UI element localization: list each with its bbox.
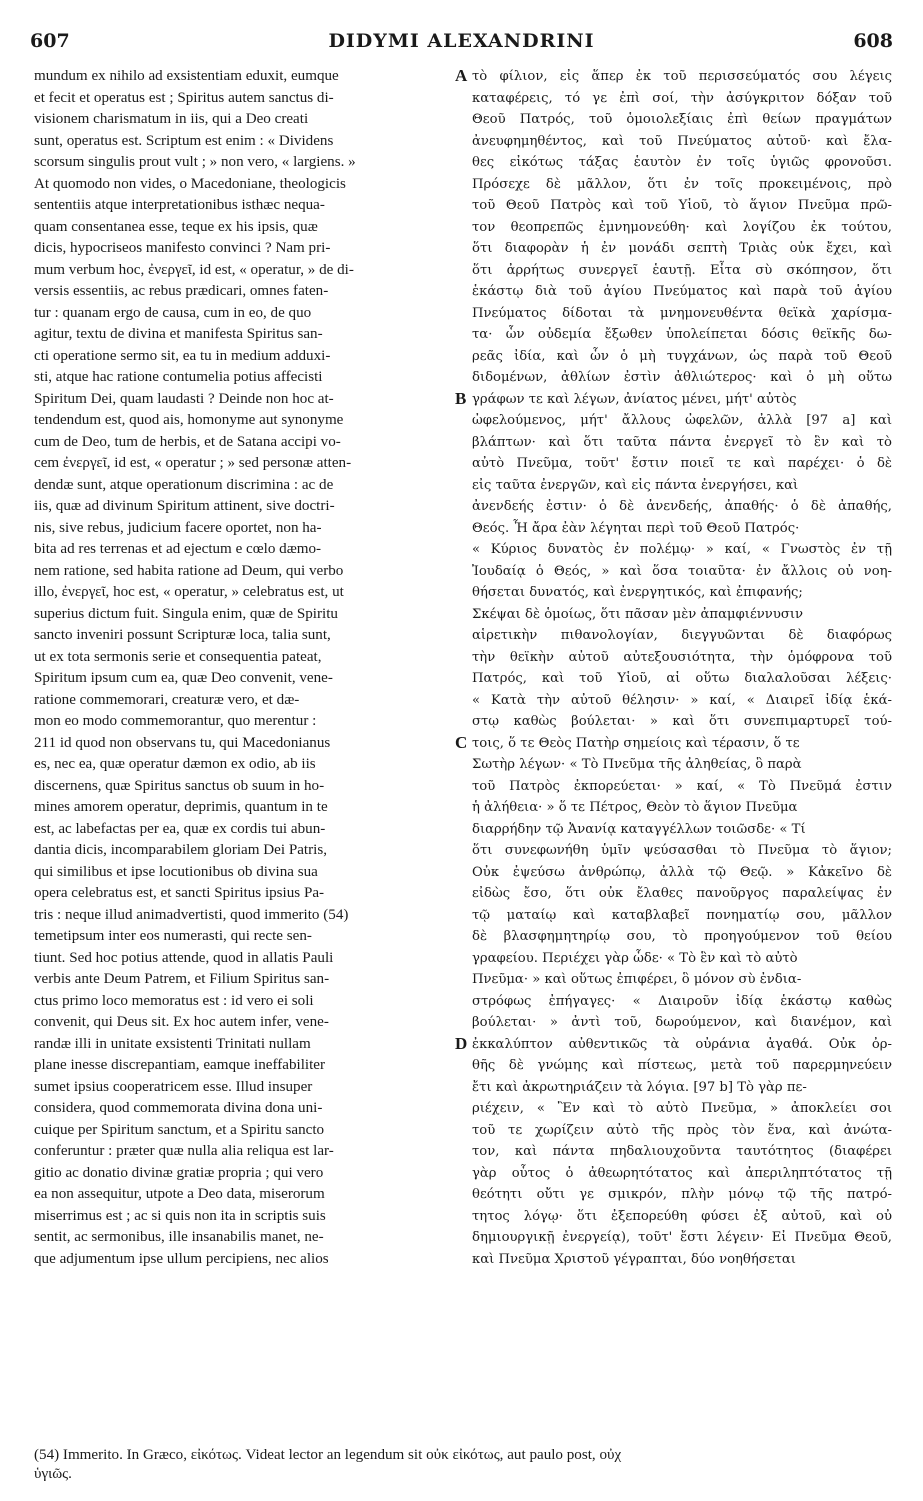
latin-text-line: Spiritum Dei, quam laudasti ? Deinde non hoc at- bbox=[34, 390, 334, 407]
greek-text-line: τῷ ματαίῳ καὶ καταβλαβεῖ πονηματίῳ σου, μᾶλλον bbox=[472, 907, 892, 923]
latin-text-line: discernens, quæ Spiritus sanctus ob suum in ho- bbox=[34, 777, 325, 794]
latin-text-line: bita ad res terrenas et ad ejectum e cœlo dæmo- bbox=[34, 541, 322, 557]
page-number-right: 608 bbox=[853, 30, 893, 52]
greek-text-line: Θεοῦ Πατρός, τοῦ ὁμοιολεξίαις ἐπὶ θείων πραγμάτων bbox=[472, 112, 892, 127]
greek-text-line: βούλεται· » ἀντὶ τοῦ, δωρούμενον, καὶ διανέμον, καὶ bbox=[472, 1015, 892, 1030]
latin-text-line: quam consentanea esse, teque ex his ipsis, quæ bbox=[34, 218, 318, 235]
latin-text-line: tendendum est, quod ais, homonyme aut synonyme bbox=[34, 412, 344, 428]
greek-text-line: τητος λόγῳ· ὅτι ἐξεπορεύθη φύσει ἐξ αὐτοῦ, καὶ οὐ bbox=[472, 1208, 892, 1224]
latin-text-line: nem ratione, sed habita ratione ad Deum, qui verbo bbox=[34, 562, 344, 579]
latin-text-line: scorsum singulis prout vult ; » non vero, « largiens. » bbox=[34, 154, 356, 170]
latin-text-line: et fecit et operatus est ; Spiritus autem sanctus di- bbox=[34, 89, 334, 106]
greek-text-line: Πνεύματος δίδοται τὰ μνημονευθέντα θεϊκὰ χαρίσμα- bbox=[472, 305, 892, 321]
latin-text-line: sti, atque hac ratione contumelia potius affecisti bbox=[34, 369, 323, 385]
latin-text-line: superius dictum fuit. Singula enim, quæ de Spiritu bbox=[34, 605, 338, 622]
greek-text-line: Πρόσεχε δὲ μᾶλλον, ὅτι ἐν τοῖς προκειμένοις, πρὸ bbox=[472, 176, 892, 192]
latin-text-line: temetipsum inter eos numerasti, qui recte sen- bbox=[34, 928, 312, 944]
greek-text-line: γὰρ οὗτος ὁ ἀθεωρητότατος καὶ ἀπεριληπτότατος τῇ bbox=[472, 1165, 892, 1181]
greek-text-line: ὅτι συνεφωνήθη ὑμῖν ψεύσασθαι τὸ Πνεῦμα τὸ ἅγιον; bbox=[472, 843, 892, 858]
greek-text-line: ὅτι διαφορὰν ἡ ἐν μονάδι σεπτὴ Τριὰς οὐκ ἔχει, καὶ bbox=[472, 241, 892, 256]
latin-text-line: Spiritum ipsum cum ea, quæ Deo convenit, vene- bbox=[34, 670, 333, 686]
latin-text-line: verbis ante Deum Patrem, et Filium Spiritus san- bbox=[34, 971, 330, 987]
latin-text-line: qui similibus et ipse locutionibus ob divina sua bbox=[34, 863, 318, 880]
greek-text-line: διαρρήδην τῷ Ἀνανίᾳ καταγγέλλων τοιῶσδε· « Τί bbox=[472, 821, 806, 837]
running-header bbox=[30, 30, 893, 56]
margin-marker-d: D bbox=[455, 1034, 468, 1053]
greek-text-line: τὴν θεϊκὴν αὐτοῦ αὐτεξουσιότητα, τὴν ὁμόφρονα τοῦ bbox=[472, 649, 892, 665]
greek-text-line: « Κατὰ τὴν αὐτοῦ θέλησιν· » καί, « Διαιρεῖ ἰδίᾳ ἑκά- bbox=[472, 692, 892, 708]
latin-text-line: tiunt. Sed hoc potius attende, quod in allatis Pauli bbox=[34, 949, 334, 966]
greek-text-line: τον, καὶ πάντα πηδαλιουχοῦντα ταυτότητος (διαφέρει bbox=[472, 1144, 892, 1159]
greek-text-line: καὶ Πνεῦμα Χριστοῦ γέγραπται, δύο νοηθήσεται bbox=[472, 1251, 796, 1267]
latin-text-line: opera celebratus est, et sancti Spiritus ipsius Pa- bbox=[34, 885, 325, 901]
latin-text-line: cem ἐνεργεῖ, id est, « operatur ; » sed personæ atten- bbox=[34, 455, 352, 471]
greek-text-line: εἰς ταῦτα ἐνεργῶν, καὶ εἰς πάντα ἐνεργήσει, καὶ bbox=[472, 477, 799, 493]
greek-text-line: τοις, ὅ τε Θεὸς Πατὴρ σημείοις καὶ τέρασιν, ὅ τε bbox=[472, 735, 800, 751]
footnote bbox=[34, 1446, 892, 1484]
greek-text-line: Πατρός, καὶ τοῦ Υἱοῦ, αἱ οὕτω διαλαλοῦσαι λέξεις· bbox=[472, 671, 892, 686]
greek-text-line: θῆς δὲ γνώμης καὶ πίστεως, μετὰ τοῦ παρερμηνεύειν bbox=[472, 1058, 892, 1073]
latin-text-line: mon eo modo commemorantur, quo merentur : bbox=[34, 713, 317, 729]
greek-text-line: βλάπτων· καὶ ὅτι ταῦτα πάντα ἐνεργεῖ τὸ ἓν καὶ τὸ bbox=[472, 434, 892, 450]
greek-text-line: Σκέψαι δὲ ὁμοίως, ὅτι πᾶσαν μὲν ἀπαμφιέννυσιν bbox=[472, 606, 804, 622]
latin-text-line: nis, sive rebus, judicium facere oportet, non ha- bbox=[34, 519, 322, 536]
greek-text-line: διδομένων, ἀθλίων ἐστὶν ἀθλιώτερος· καὶ ὁ μὴ οὕτω bbox=[472, 370, 892, 385]
greek-text-line: στῳ καθὼς βούλεται· » καὶ ὅτι συνεπιμαρτυρεῖ τού- bbox=[472, 714, 892, 729]
greek-text-line: τοῦ Θεοῦ Πατρὸς καὶ τοῦ Υἱοῦ, τὸ ἅγιον Πνεῦμα πρῶ- bbox=[472, 198, 892, 213]
footnote-line: ὑγιῶς. bbox=[34, 1466, 72, 1482]
latin-text-line: 211 id quod non observans tu, qui Macedonianus bbox=[34, 734, 331, 751]
greek-text-line: ριέχειν, « Ἓν καὶ τὸ αὐτὸ Πνεῦμα, » ἀποκλείει σοι bbox=[472, 1101, 892, 1116]
latin-text-line: illo, ἐνεργεῖ, hoc est, « operatur, » celebratus est, ut bbox=[34, 584, 344, 600]
latin-text-line: ea non assequitur, utpote a Deo data, miserorum bbox=[34, 1186, 325, 1202]
latin-text-line: randæ illi in unitate exsistenti Trinitati nullam bbox=[34, 1035, 311, 1052]
greek-text-line: Θεός. Ἦ ἄρα ἐὰν λέγηται περὶ τοῦ Θεοῦ Πατρός· bbox=[472, 520, 800, 536]
latin-text-line: sancto inveniri possunt Scripturæ loca, talia sunt, bbox=[34, 627, 331, 643]
latin-text-line: iis, quæ ad divinum Spiritum attinent, sive doctri- bbox=[34, 498, 335, 514]
greek-text-line: αὐτὸ Πνεῦμα, τοῦτ' ἔστιν ποιεῖ τε καὶ παρέχει· ὁ δὲ bbox=[472, 456, 892, 471]
greek-text-line: Οὐκ ἐψεύσω ἀνθρώπῳ, ἀλλὰ τῷ Θεῷ. » Κἀκεῖνο δὲ bbox=[472, 864, 892, 880]
greek-text-line: ἀνενδεής ἐστιν· ὁ δὲ ἀνενδεής, ἀπαθής· ὁ δὲ ἀπαθής, bbox=[472, 499, 892, 514]
greek-text-line: ὅτι ἀρρήτως συνεργεῖ ἑαυτῇ. Εἶτα σὺ σκόπησον, ὅτι bbox=[472, 262, 892, 278]
latin-text-line: mum verbum hoc, ἐνεργεῖ, id est, « operatur, » de di- bbox=[34, 261, 354, 278]
latin-text-line: miserrimus est ; ac si quis non ita in scriptis suis bbox=[34, 1207, 326, 1224]
greek-text-line: Πνεῦμα· » καὶ οὕτως ἐπιφέρει, ὃ μόνον σὺ ἐνδια- bbox=[472, 972, 802, 987]
latin-text-line: cum de Deo, tum de herbis, et de Satana accipi vo- bbox=[34, 433, 341, 450]
greek-text-line: τὸ φίλιον, εἰς ἅπερ ἐκ τοῦ περισσεύματός σου λέγεις bbox=[472, 69, 892, 84]
greek-text-line: « Κύριος δυνατὸς ἐν πολέμῳ· » καί, « Γνωστὸς ἐν τῇ bbox=[472, 542, 892, 557]
latin-text-line: versis essentiis, ac rebus prædicari, omnes faten- bbox=[34, 283, 329, 299]
greek-text-line: ἑκάστῳ διὰ τοῦ ἁγίου Πνεύματος καὶ παρὰ τοῦ ἁγίου bbox=[472, 284, 892, 299]
greek-text-line: θες εἰκότως τάξας ἑαυτὸν ἐν τοῖς ὑγιῶς φρονοῦσι. bbox=[472, 155, 892, 170]
greek-text-line: δημιουργικῇ ἐνεργείᾳ), τοῦτ' ἔστι λέγειν· Εἰ Πνεῦμα Θεοῦ, bbox=[472, 1230, 892, 1245]
latin-text-line: cti operatione sermo sit, ea tu in medium adduxi- bbox=[34, 347, 331, 364]
latin-text-line: tur : quanam ergo de causa, cum in eo, de quo bbox=[34, 304, 312, 321]
latin-text-line: sententiis atque interpretationibus isthæc nequa- bbox=[34, 197, 325, 213]
footnote-line: (54) Immerito. In Græco, εἰκότως. Videat lector an legendum sit οὐκ εἰκότως, aut paulo post, οὐχ bbox=[34, 1447, 622, 1463]
latin-text-line: gitio ac donatio divinæ gratiæ propria ; qui vero bbox=[34, 1164, 324, 1181]
page-number-left: 607 bbox=[30, 30, 70, 52]
latin-column bbox=[34, 66, 456, 1270]
greek-text-line: στρόφως ἐπήγαγες· « Διαιροῦν ἰδίᾳ ἑκάστῳ καθὼς bbox=[472, 993, 892, 1009]
latin-text-line: dendæ sunt, atque operationum discrimina : ac de bbox=[34, 476, 334, 493]
latin-text-line: mines amorem operatur, deprimis, quantum in te bbox=[34, 799, 328, 815]
greek-text-line: ρεᾶς ἰδία, καὶ ὧν ὁ μὴ τυγχάνων, ὡς παρὰ τοῦ Θεοῦ bbox=[472, 348, 892, 364]
greek-text-line: εἰδὼς ἔσο, ὅτι οὐκ ἔλαθες πανοῦργος παραλείψας ἐν bbox=[472, 886, 892, 901]
greek-text-line: τοῦ Πατρὸς ἐκπορεύεται· » καί, « Τὸ Πνεῦμά ἐστιν bbox=[472, 778, 892, 794]
latin-text-line: sunt, operatus est. Scriptum est enim : « Dividens bbox=[34, 132, 334, 149]
greek-text-line: γραφείου. Περιέχει γὰρ ὧδε· « Τὸ ἓν καὶ τὸ αὐτὸ bbox=[472, 950, 798, 966]
greek-text-line: ἀνευφημηθέντος, καὶ τοῦ Πνεύματος αὐτοῦ· καὶ ἔλα- bbox=[472, 133, 892, 149]
greek-text-line: ἔτι καὶ ἀκρωτηριάζειν τὰ λόγια. [97 b] Τὸ γὰρ πε- bbox=[472, 1079, 807, 1095]
latin-text-line: ut ex tota sermonis serie et consequentia pateat, bbox=[34, 648, 322, 665]
greek-text-line: ὠφελούμενος, μήτ' ἄλλους ὠφελῶν, ἀλλὰ [97 a] καὶ bbox=[472, 413, 892, 428]
latin-text-line: considera, quod commemorata divina dona uni- bbox=[34, 1100, 323, 1116]
latin-text-line: plane inesse discrepantiam, eamque ineffabiliter bbox=[34, 1057, 325, 1073]
latin-text-line: sumet ipsius cooperatricem esse. Illud insuper bbox=[34, 1078, 313, 1095]
latin-text-line: es, nec ea, quæ operatur dæmon ex odio, ab iis bbox=[34, 756, 316, 772]
greek-text-line: γράφων τε καὶ λέγων, ἀνίατος μένει, μήτ' αὐτὸς bbox=[472, 391, 797, 407]
margin-marker-b: B bbox=[455, 389, 467, 408]
greek-text-line: τοῦ τε χωρίζειν αὐτὸ τῆς πρὸς τὸν ἕνα, καὶ ἀνώτα- bbox=[472, 1122, 892, 1138]
greek-text-line: καταφέρεις, τό γε ἐπὶ σοί, τὴν ἀσύγκριτον δόξαν τοῦ bbox=[472, 90, 892, 106]
latin-text-line: dicis, hypocriseos manifesto convinci ? Nam pri- bbox=[34, 240, 331, 256]
greek-text-line: Ἰουδαίᾳ ὁ Θεός, » καὶ ὅσα τοιαῦτα· ἐν ἄλλοις οὐ νοη- bbox=[472, 563, 892, 579]
latin-text-line: que adjumentum ipse ullum percipiens, nec alios bbox=[34, 1250, 329, 1267]
greek-text-line: Σωτὴρ λέγων· « Τὸ Πνεῦμα τῆς ἀληθείας, ὃ παρὰ bbox=[472, 757, 802, 772]
latin-text-line: conferuntur : præter quæ nulla alia reliqua est lar- bbox=[34, 1143, 334, 1159]
greek-text-line: δὲ βλασφημητηρίῳ σου, τὸ προηγούμενον τοῦ θείου bbox=[472, 929, 892, 944]
greek-column bbox=[472, 66, 892, 1270]
greek-text-line: τα· ὧν οὐδεμία ἔξωθεν ὑπολείπεται δόσις θεϊκῆς δω- bbox=[472, 327, 892, 342]
latin-text-line: visionem charismatum in iis, qui a Deo creati bbox=[34, 111, 309, 127]
margin-marker-a: A bbox=[455, 66, 468, 85]
latin-text-line: est, ac labefactas per ea, quæ ex cordis tui abun- bbox=[34, 820, 326, 837]
greek-text-line: αἱρετικὴν πιθανολογίαν, διεγγυῶνται δὲ διαφόρως bbox=[472, 628, 892, 643]
latin-text-line: convenit, qui Deus sit. Ex hoc autem infer, vene- bbox=[34, 1014, 329, 1030]
greek-text-line: ἐκκαλύπτον αὐθεντικῶς τὰ οὐράνια ἀγαθά. Οὐκ ὀρ- bbox=[472, 1036, 892, 1052]
margin-marker-c: C bbox=[455, 733, 468, 752]
latin-text-line: dantia dicis, incomparabilem gloriam Dei Patris, bbox=[34, 842, 327, 858]
latin-text-line: tris : neque illud animadvertisti, quod immerito (54) bbox=[34, 906, 349, 923]
latin-text-line: mundum ex nihilo ad exsistentiam eduxit, eumque bbox=[34, 68, 339, 84]
latin-text-line: At quomodo non vides, o Macedoniane, theologicis bbox=[34, 175, 346, 192]
greek-text-line: τον θεοπρεπῶς ἐμνημονεύθη· καὶ λογίζου ἐκ τούτου, bbox=[472, 219, 892, 235]
latin-text-line: ctus primo loco memoratus est : id vero ei soli bbox=[34, 992, 314, 1009]
latin-text-line: sentit, ac sermonibus, ille insanabilis manet, ne- bbox=[34, 1229, 324, 1245]
latin-text-line: agitur, textu de divina et manifesta Spiritus san- bbox=[34, 326, 323, 342]
greek-text-line: θεότητι οὔτι γε σμικρόν, πλὴν μόνῳ τῷ τῆς πατρό- bbox=[472, 1187, 892, 1202]
greek-text-line: ἡ ἀλήθεια· » ὅ τε Πέτρος, Θεὸν τὸ ἅγιον Πνεῦμα bbox=[472, 800, 798, 815]
greek-text-line: θήσεται δυνατός, καὶ ἐνεργητικός, καὶ ἐπιφανής; bbox=[472, 585, 803, 600]
running-title: DIDYMI ALEXANDRINI bbox=[328, 30, 595, 52]
latin-text-line: cuique per Spiritum sanctum, et a Spiritu sancto bbox=[34, 1121, 325, 1138]
latin-text-line: ratione commemorari, creaturæ vero, et dæ- bbox=[34, 691, 300, 708]
